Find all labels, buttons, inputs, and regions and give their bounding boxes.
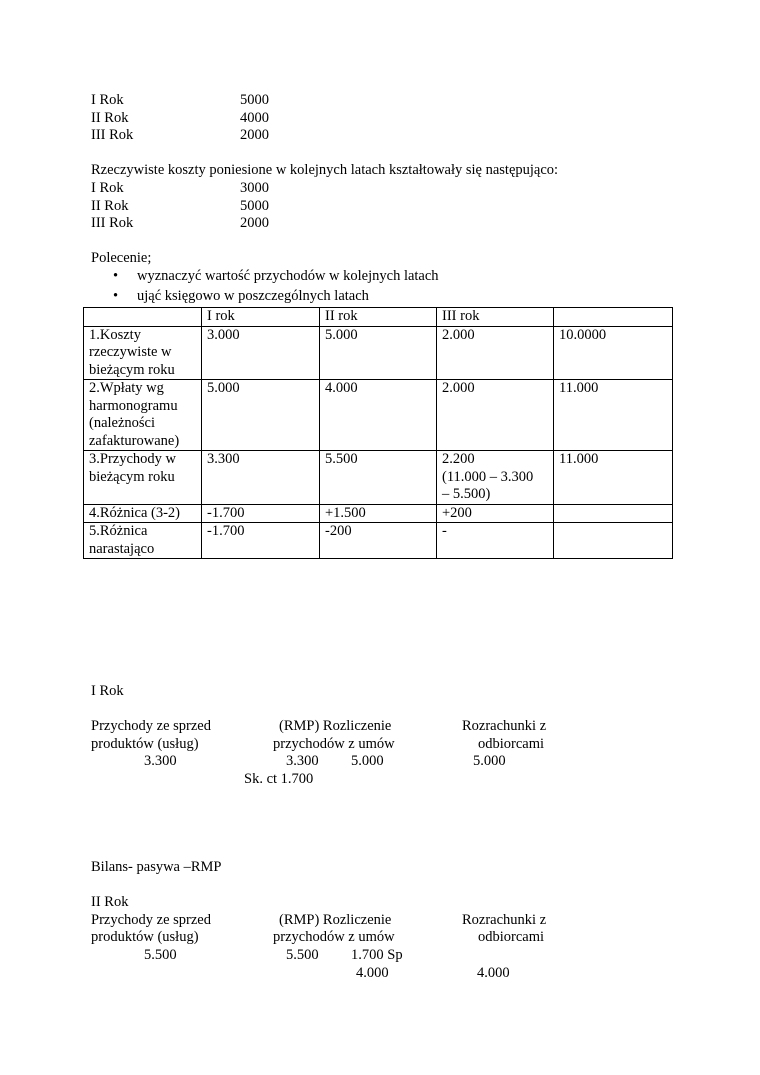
table-cell: 3.000	[202, 326, 320, 380]
plan-label: II Rok	[91, 109, 129, 126]
cell-line: zafakturowane)	[89, 432, 180, 449]
cell-line: narastająco	[89, 540, 155, 557]
table-cell: -	[437, 523, 554, 559]
cell-line: rzeczywiste w	[89, 344, 172, 360]
table-cell: 5.500	[320, 451, 437, 505]
table-header-cell: I rok	[202, 308, 320, 327]
table-row	[84, 451, 673, 505]
year1-closing-balance: Sk. ct 1.700	[244, 771, 314, 787]
list-item	[91, 288, 439, 308]
year2-account1-value: 5.500	[144, 947, 177, 963]
revenue-table	[83, 307, 673, 559]
bullet-icon: •	[113, 288, 119, 304]
year2-account3-name: Rozrachunki z	[462, 911, 547, 928]
task-label: Polecenie;	[91, 250, 152, 266]
table-row	[84, 326, 673, 380]
year2-account2-credit: 4.000	[356, 965, 389, 981]
row-label-cell	[84, 451, 202, 505]
cell-line: harmonogramu	[89, 397, 178, 414]
row-label-cell	[84, 380, 202, 451]
year2-account2-debit: 5.500	[286, 947, 319, 963]
table-cell: 2.000	[437, 326, 554, 380]
table-cell	[554, 504, 673, 523]
table-cell: 4.000	[320, 380, 437, 451]
cell-line: – 5.500)	[442, 486, 491, 502]
year1-title: I Rok	[91, 683, 124, 699]
table-cell: -200	[320, 523, 437, 559]
table-row	[84, 523, 673, 559]
balance-note: Bilans- pasywa –RMP	[91, 859, 222, 875]
actual-value: 3000	[240, 180, 269, 196]
cell-line: bieżącym roku	[89, 468, 175, 485]
table-header-row	[84, 308, 673, 327]
table-row	[84, 380, 673, 451]
table-row	[84, 504, 673, 523]
year1-account1-name: produktów (usług)	[91, 735, 199, 752]
cell-line: (należności	[89, 415, 156, 431]
table-cell: 3.300	[202, 451, 320, 505]
cell-line: 2.Wpłaty wg	[89, 380, 164, 396]
table-cell: 11.000	[554, 451, 673, 505]
bullet-icon: •	[113, 268, 119, 284]
table-cell: 5.000	[202, 380, 320, 451]
year1-account1-name: Przychody ze sprzed	[91, 718, 211, 734]
year1-account2-debit: 3.300	[286, 753, 319, 769]
cell-line: 2.200	[442, 451, 475, 467]
actual-intro: Rzeczywiste koszty poniesione w kolejnych latach kształtowały się następująco:	[91, 162, 559, 178]
plan-label: III Rok	[91, 127, 134, 143]
year2-account1-name: produktów (usług)	[91, 929, 199, 945]
table-cell: 2.000	[437, 380, 554, 451]
year2-account1-name: Przychody ze sprzed	[91, 911, 211, 928]
table-cell: 10.0000	[554, 326, 673, 380]
bullet-text: wyznaczyć wartość przychodów w kolejnych latach	[137, 268, 439, 284]
row-label-cell: 4.Różnica (3-2)	[84, 504, 202, 523]
actual-value: 2000	[240, 215, 269, 231]
year1-account2-name: (RMP) Rozliczenie	[279, 718, 392, 734]
table-cell	[437, 451, 554, 505]
cell-line: 5.Różnica	[89, 523, 148, 539]
year2-title: II Rok	[91, 894, 129, 910]
table-cell: -1.700	[202, 523, 320, 559]
row-label-cell	[84, 326, 202, 380]
table-header-cell: III rok	[437, 308, 554, 327]
cell-line: bieżącym roku	[89, 361, 175, 378]
cell-line: (11.000 – 3.300	[442, 468, 534, 485]
table-cell: +1.500	[320, 504, 437, 523]
table-cell	[554, 523, 673, 559]
actual-label: II Rok	[91, 197, 129, 214]
actual-value: 5000	[240, 197, 269, 214]
plan-value: 5000	[240, 92, 269, 108]
task-bullets	[91, 268, 439, 308]
row-label-cell	[84, 523, 202, 559]
year2-account2-name: (RMP) Rozliczenie	[279, 911, 392, 928]
year1-account1-value: 3.300	[144, 753, 177, 769]
list-item	[91, 268, 439, 288]
year2-account3-value: 4.000	[477, 965, 510, 981]
year1-account2-name: przychodów z umów	[273, 735, 395, 752]
plan-label: I Rok	[91, 92, 124, 108]
table-cell: -1.700	[202, 504, 320, 523]
bullet-text: ująć księgowo w poszczególnych latach	[137, 288, 369, 304]
plan-value: 4000	[240, 109, 269, 126]
year2-account2-name: przychodów z umów	[273, 929, 395, 945]
plan-value: 2000	[240, 127, 269, 143]
year1-account3-value: 5.000	[473, 753, 506, 769]
table-cell: 5.000	[320, 326, 437, 380]
table-cell: +200	[437, 504, 554, 523]
year2-account2-opening: 1.700 Sp	[351, 947, 403, 963]
year1-account2-credit: 5.000	[351, 753, 384, 769]
table-header-cell	[84, 308, 202, 327]
actual-label: I Rok	[91, 180, 124, 196]
table-header-cell	[554, 308, 673, 327]
year2-account3-name: odbiorcami	[478, 929, 545, 945]
actual-label: III Rok	[91, 215, 134, 231]
cell-line: 1.Koszty	[89, 326, 141, 343]
cell-line: 3.Przychody w	[89, 451, 176, 467]
table-header-cell: II rok	[320, 308, 437, 327]
year1-account3-name: odbiorcami	[478, 735, 545, 752]
table-cell: 11.000	[554, 380, 673, 451]
year1-account3-name: Rozrachunki z	[462, 718, 547, 734]
